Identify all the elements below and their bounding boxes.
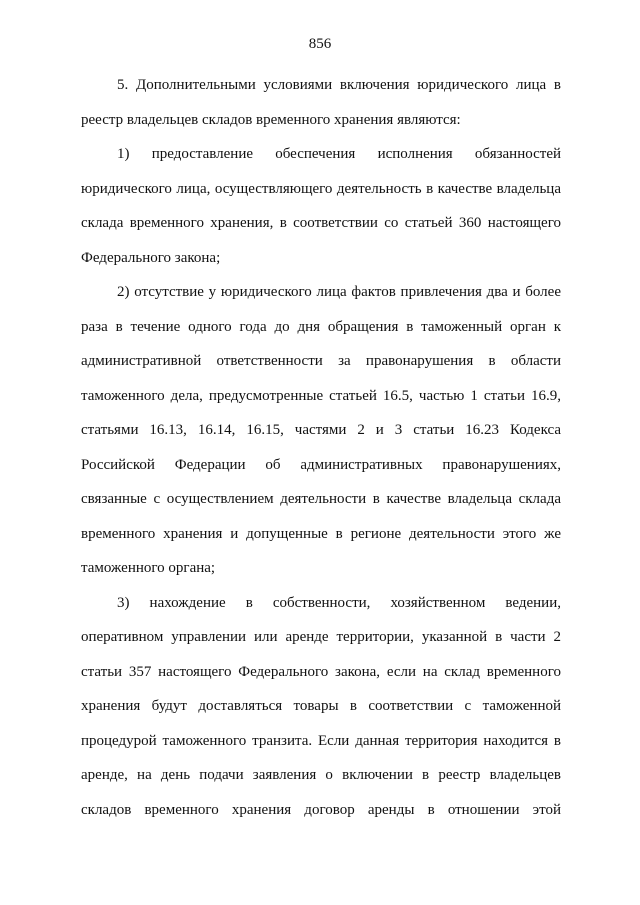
paragraph-5-item-3: 3) нахождение в собственности, хозяйственном ведении, оперативном управлении или аренде территории, указанной в части 2 статьи 357 настоящего Федерального закона, если на склад временного хранения будут доставляться товары в соответствии с таможенной процедурой таможенного транзита. Если данная территория находится в аренде, на день подачи заявления о включении в реестр владельцев складов временного хранения договор аренды в отношении этой <box>81 594 561 818</box>
paragraph-5-item-2: 2) отсутствие у юридического лица фактов привлечения два и более раза в течение одного года до дня обращения в таможенный орган к административной ответственности за правонарушения в области таможенного дела, предусмотренные статьей 16.5, частью 1 статьи 16.9, статьями 16.13, 16.14, 16.15, частями 2 и 3 статьи 16.23 Кодекса Российской Федерации об административных правонарушениях, связанные с осуществлением деятельности в качестве владельца склада временного хранения и допущенные в регионе деятельности этого же таможенного органа; <box>81 284 561 576</box>
document-body <box>81 68 561 827</box>
paragraph-5: 5. Дополнительными условиями включения юридического лица в реестр владельцев складов временного хранения являются: <box>81 77 561 128</box>
page-number: 856 <box>308 36 332 52</box>
paragraph-5-item-1: 1) предоставление обеспечения исполнения обязанностей юридического лица, осуществляющего деятельность в качестве владельца склада временного хранения, в соответствии со статьей 360 настоящего Федерального закона; <box>81 146 561 266</box>
